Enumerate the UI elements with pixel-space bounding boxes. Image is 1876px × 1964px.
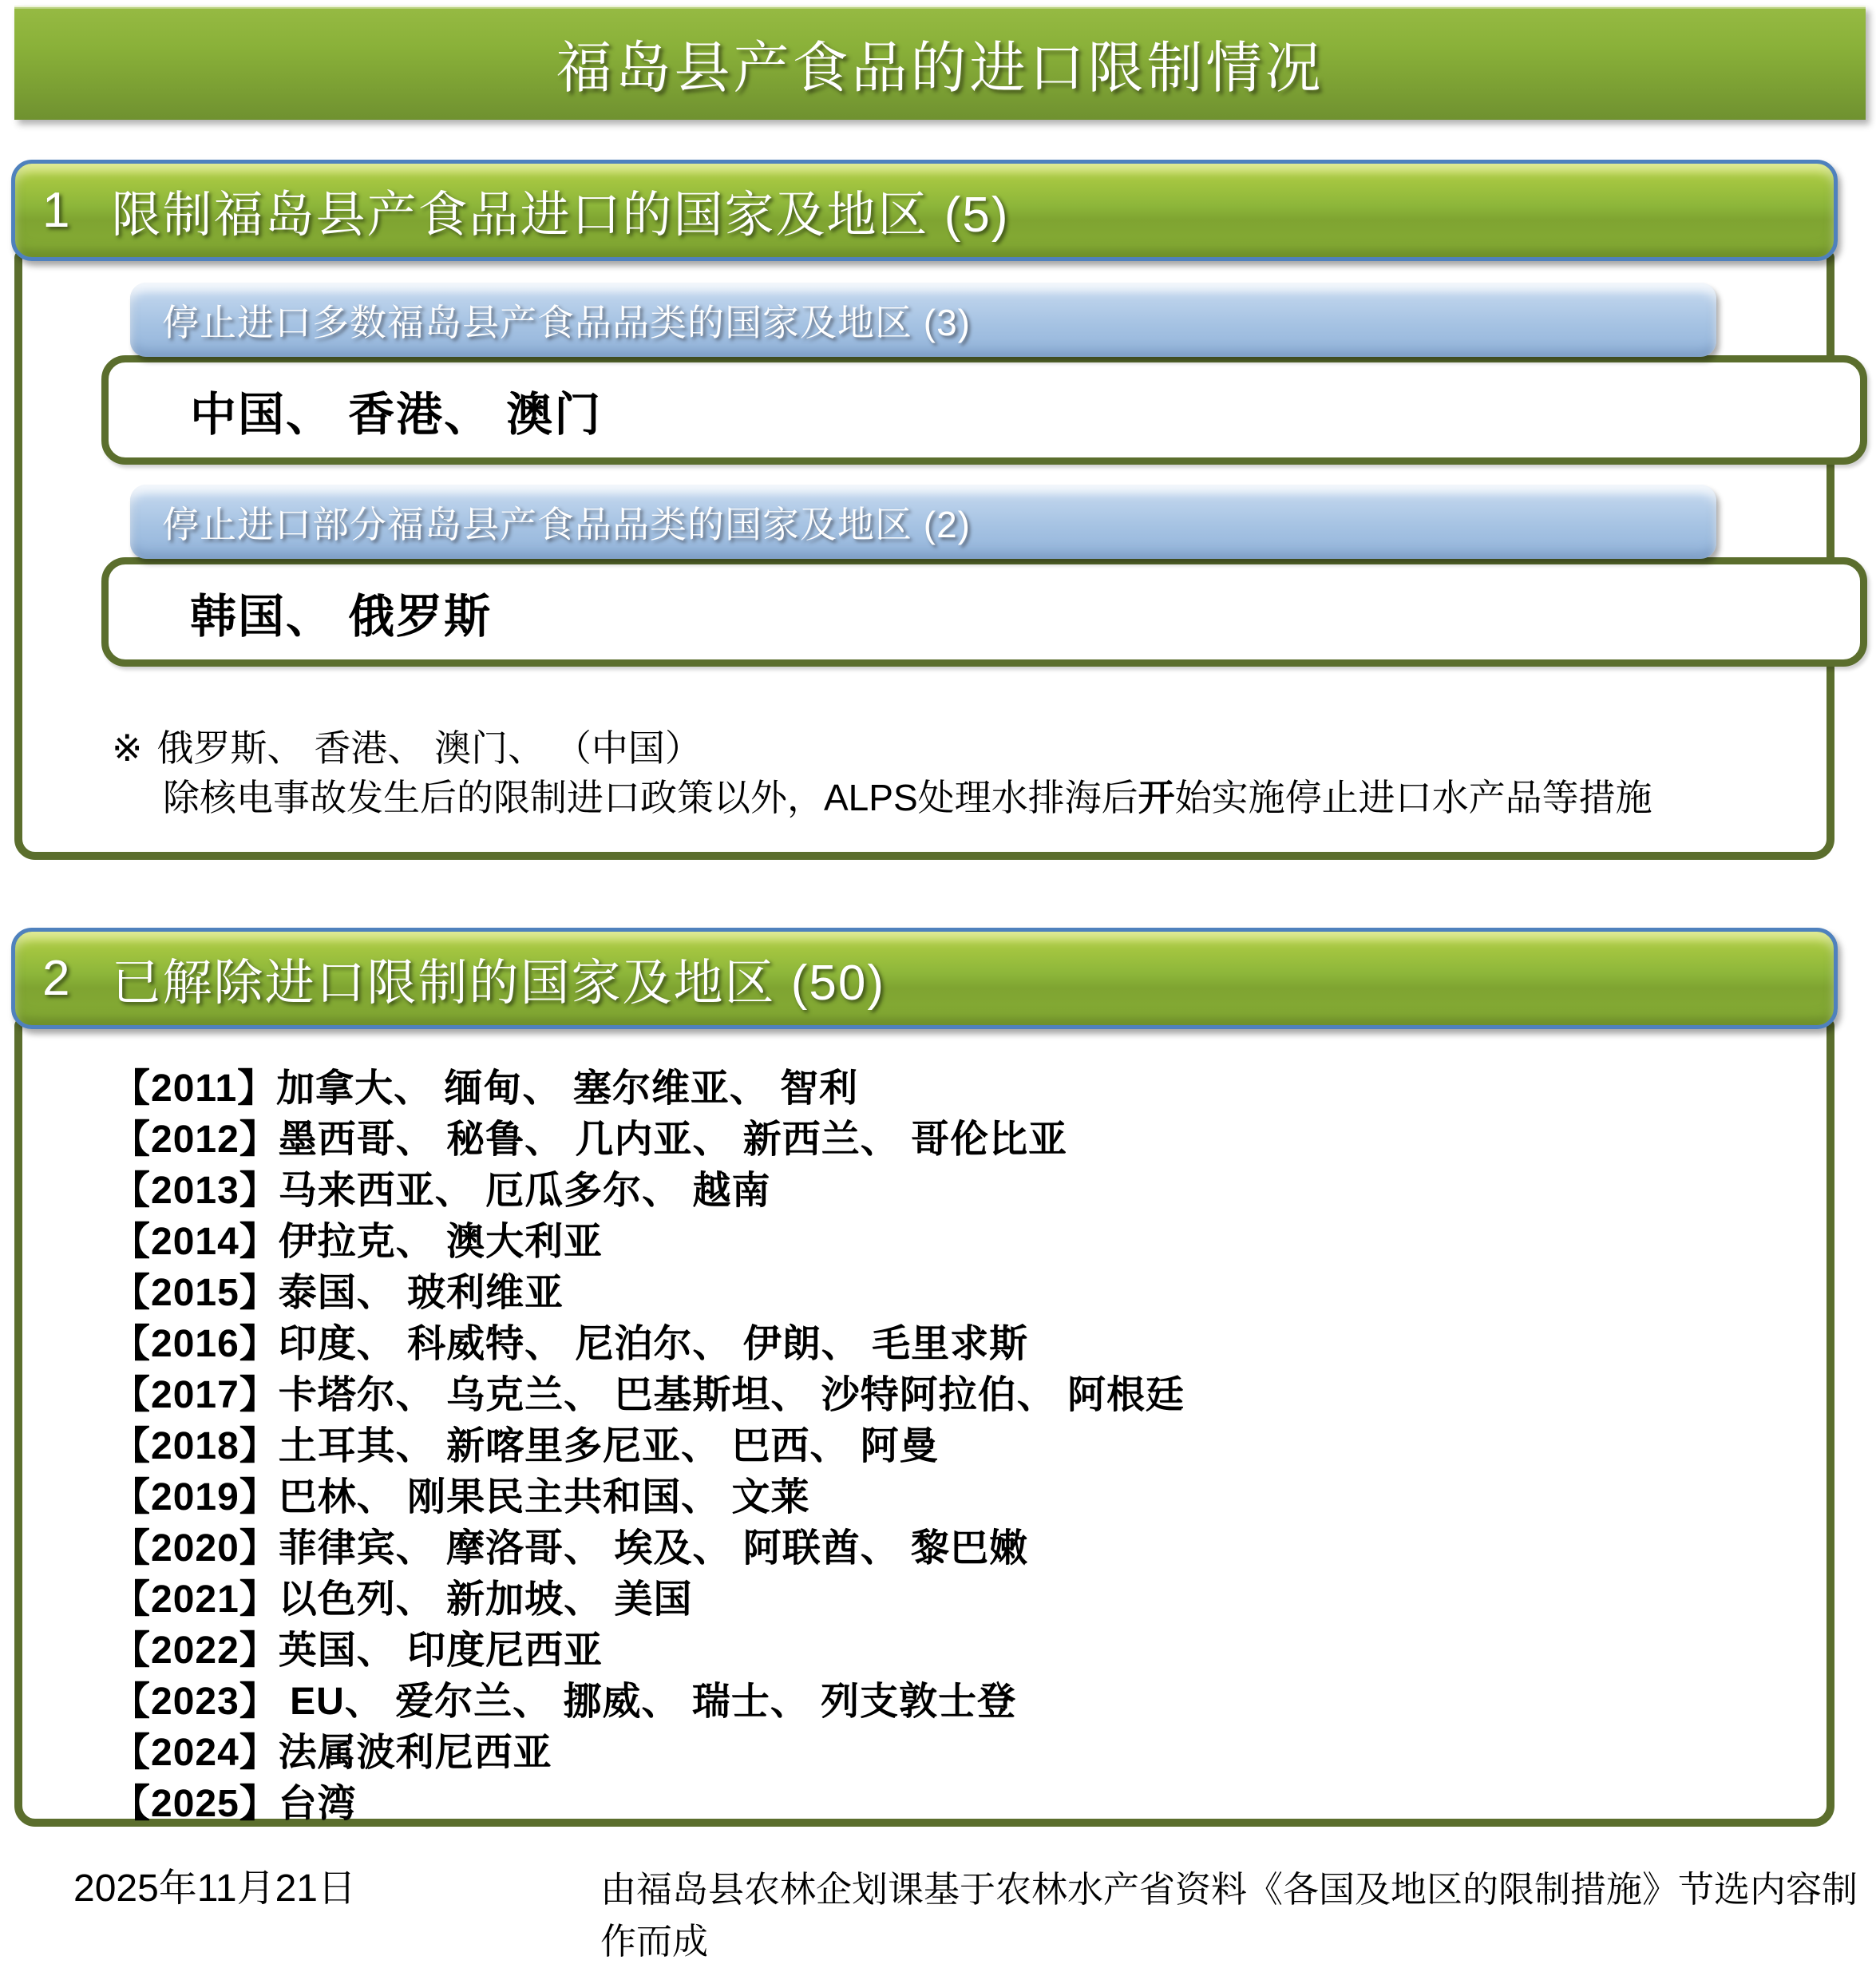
- group-some-categories-countries: 韩国、 俄罗斯: [190, 590, 493, 643]
- section2-body: [14, 1018, 1834, 1827]
- release-row-2019: [112, 1472, 1803, 1523]
- release-countries: 加拿大、 缅甸、 塞尔维亚、 智利: [276, 1067, 859, 1110]
- footnote-line1: [112, 724, 1827, 772]
- release-countries: 土耳其、 新喀里多尼亚、 巴西、 阿曼: [278, 1425, 939, 1467]
- section2-title: 已解除进口限制的国家及地区 (50): [111, 956, 885, 1011]
- group-some-categories-label: 停止进口部分福岛县产食品品类的国家及地区 (2): [162, 503, 971, 545]
- release-year: 【2012】: [112, 1119, 279, 1161]
- footnote-line2-pre: 除核电事故发生后的限制进口政策以外，ALPS处理水排海后: [163, 777, 1138, 818]
- footnote-line1-text: 俄罗斯、 香港、 澳门、 （中国）: [156, 727, 702, 769]
- release-row-2022: [112, 1625, 1803, 1677]
- release-row-2018: [112, 1421, 1803, 1472]
- footer-source: 由福岛县农林企划课基于农林水产省资料《各国及地区的限制措施》节选内容制作而成: [600, 1869, 1858, 1962]
- reference-mark: ※: [112, 727, 143, 769]
- section1-header: [11, 160, 1838, 261]
- release-row-2020: [112, 1523, 1803, 1574]
- release-year: 【2016】: [112, 1323, 279, 1365]
- release-list: [22, 1026, 1827, 1830]
- section2-header: [11, 928, 1838, 1029]
- release-year: 【2025】: [112, 1783, 279, 1825]
- release-year: 【2014】: [112, 1221, 279, 1263]
- release-row-2012: [112, 1115, 1803, 1166]
- section1-title: 限制福岛县产食品进口的国家及地区 (5): [111, 188, 1010, 243]
- release-row-2021: [112, 1574, 1803, 1625]
- release-countries: 以色列、 新加坡、 美国: [278, 1578, 693, 1621]
- release-countries: EU、 爱尔兰、 挪威、 瑞士、 列支敦士登: [278, 1681, 1017, 1723]
- release-year: 【2017】: [112, 1374, 279, 1416]
- footnote-line2-post: 始实施停止进口水产品等措施: [1174, 777, 1652, 818]
- section1-number: 1: [42, 183, 70, 238]
- release-row-2016: [112, 1319, 1803, 1370]
- footnote: [112, 724, 1827, 822]
- release-countries: 伊拉克、 澳大利亚: [278, 1221, 604, 1263]
- title-banner: [14, 6, 1866, 120]
- release-countries: 泰国、 玻利维亚: [278, 1272, 564, 1314]
- group-most-categories-countries-box: [101, 355, 1867, 465]
- release-row-2015: [112, 1268, 1803, 1319]
- section2-number: 2: [42, 951, 70, 1006]
- release-year: 【2015】: [112, 1272, 279, 1314]
- release-countries: 卡塔尔、 乌克兰、 巴基斯坦、 沙特阿拉伯、 阿根廷: [278, 1374, 1185, 1416]
- footnote-line2: [163, 774, 1827, 822]
- release-row-2023: [112, 1677, 1803, 1728]
- release-row-2017: [112, 1370, 1803, 1421]
- release-year: 【2019】: [112, 1476, 279, 1519]
- release-year: 【2022】: [112, 1629, 279, 1672]
- footer-date: 2025年11月21日: [73, 1867, 357, 1910]
- section-lifted-countries: [11, 928, 1838, 1838]
- release-countries: 马来西亚、 厄瓜多尔、 越南: [278, 1170, 771, 1212]
- release-row-2025: [112, 1779, 1803, 1830]
- section-restricting-countries: [11, 160, 1838, 860]
- release-countries: 台湾: [278, 1783, 357, 1825]
- release-year: 【2018】: [112, 1425, 279, 1467]
- page-title: 福岛县产食品的进口限制情况: [556, 37, 1324, 99]
- release-row-2011: [112, 1063, 1803, 1115]
- release-countries: 法属波利尼西亚: [278, 1732, 552, 1774]
- release-countries: 菲律宾、 摩洛哥、 埃及、 阿联酋、 黎巴嫩: [278, 1527, 1029, 1570]
- release-year: 【2023】: [112, 1681, 279, 1723]
- release-row-2013: [112, 1166, 1803, 1217]
- release-countries: 英国、 印度尼西亚: [278, 1629, 604, 1672]
- footer: [0, 1857, 1876, 1962]
- release-year: 【2011】: [112, 1067, 277, 1110]
- group-some-categories-header: [130, 485, 1716, 559]
- group-most-categories-label: 停止进口多数福岛县产食品品类的国家及地区 (3): [162, 301, 971, 343]
- release-countries: 墨西哥、 秘鲁、 几内亚、 新西兰、 哥伦比亚: [278, 1119, 1068, 1161]
- release-row-2024: [112, 1728, 1803, 1779]
- release-countries: 巴林、 刚果民主共和国、 文莱: [278, 1476, 810, 1519]
- release-row-2014: [112, 1217, 1803, 1268]
- release-year: 【2020】: [112, 1527, 279, 1570]
- group-some-categories-countries-box: [101, 557, 1867, 667]
- release-year: 【2013】: [112, 1170, 279, 1212]
- release-countries: 印度、 科威特、 尼泊尔、 伊朗、 毛里求斯: [278, 1323, 1029, 1365]
- group-most-categories-countries: 中国、 香港、 澳门: [190, 388, 603, 441]
- group-most-categories-header: [130, 283, 1716, 357]
- release-year: 【2024】: [112, 1732, 279, 1774]
- footnote-line2-bold: 开: [1138, 777, 1175, 818]
- release-year: 【2021】: [112, 1578, 279, 1621]
- section1-body: [14, 250, 1834, 860]
